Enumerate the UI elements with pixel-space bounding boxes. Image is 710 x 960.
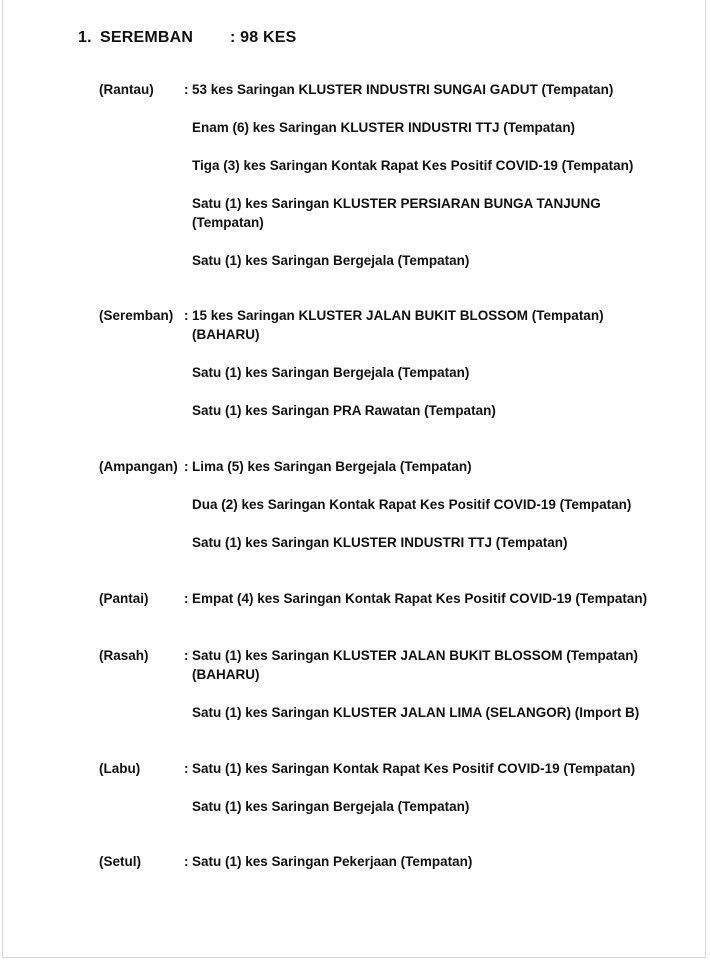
case-entry: Satu (1) kes Saringan KLUSTER INDUSTRI TTJ (Tempatan)	[192, 535, 568, 550]
area-label: (Seremban)	[99, 308, 174, 323]
area-separator: :	[184, 308, 189, 323]
case-entry: Satu (1) kes Saringan KLUSTER JALAN LIMA (SELANGOR) (Import B)	[192, 705, 640, 720]
area-separator: :	[184, 459, 189, 474]
area-label: (Rasah)	[99, 648, 149, 663]
case-entry: Dua (2) kes Saringan Kontak Rapat Kes Positif COVID-19 (Tempatan)	[192, 497, 632, 512]
case-entry: Lima (5) kes Saringan Bergejala (Tempatan)	[192, 459, 472, 474]
case-entry: Enam (6) kes Saringan KLUSTER INDUSTRI TTJ (Tempatan)	[192, 120, 576, 135]
case-entry: Empat (4) kes Saringan Kontak Rapat Kes Positif COVID-19 (Tempatan)	[192, 591, 648, 606]
area-separator: :	[184, 854, 189, 869]
case-entry-continuation: (BAHARU)	[192, 667, 260, 682]
area-label: (Setul)	[99, 854, 141, 869]
case-entry: Satu (1) kes Saringan Pekerjaan (Tempatan)	[192, 854, 473, 869]
area-separator: :	[184, 82, 189, 97]
heading-number: 1.	[78, 29, 92, 46]
case-entry: Satu (1) kes Saringan PRA Rawatan (Tempatan)	[192, 403, 496, 418]
case-entry: Satu (1) kes Saringan Bergejala (Tempatan)	[192, 365, 470, 380]
district-total: : 98 KES	[230, 29, 297, 46]
case-entry: Satu (1) kes Saringan Kontak Rapat Kes Positif COVID-19 (Tempatan)	[192, 761, 636, 776]
area-separator: :	[184, 591, 189, 606]
area-label: (Pantai)	[99, 591, 149, 606]
case-entry: Satu (1) kes Saringan KLUSTER JALAN BUKIT BLOSSOM (Tempatan)	[192, 648, 639, 663]
document-page	[2, 0, 706, 958]
case-entry-continuation: (BAHARU)	[192, 327, 260, 342]
area-label: (Labu)	[99, 761, 141, 776]
case-entry: Satu (1) kes Saringan Bergejala (Tempatan)	[192, 799, 470, 814]
area-label: (Rantau)	[99, 82, 154, 97]
area-label: (Ampangan)	[99, 459, 178, 474]
case-entry: Satu (1) kes Saringan Bergejala (Tempatan)	[192, 253, 470, 268]
case-entry-continuation: (Tempatan)	[192, 215, 264, 230]
district-name: SEREMBAN	[100, 29, 194, 46]
case-entry: 15 kes Saringan KLUSTER JALAN BUKIT BLOSSOM (Tempatan)	[192, 308, 604, 323]
case-entry: Satu (1) kes Saringan KLUSTER PERSIARAN BUNGA TANJUNG	[192, 196, 601, 211]
area-separator: :	[184, 761, 189, 776]
area-separator: :	[184, 648, 189, 663]
case-entry: 53 kes Saringan KLUSTER INDUSTRI SUNGAI GADUT (Tempatan)	[192, 82, 614, 97]
case-entry: Tiga (3) kes Saringan Kontak Rapat Kes Positif COVID-19 (Tempatan)	[192, 158, 634, 173]
